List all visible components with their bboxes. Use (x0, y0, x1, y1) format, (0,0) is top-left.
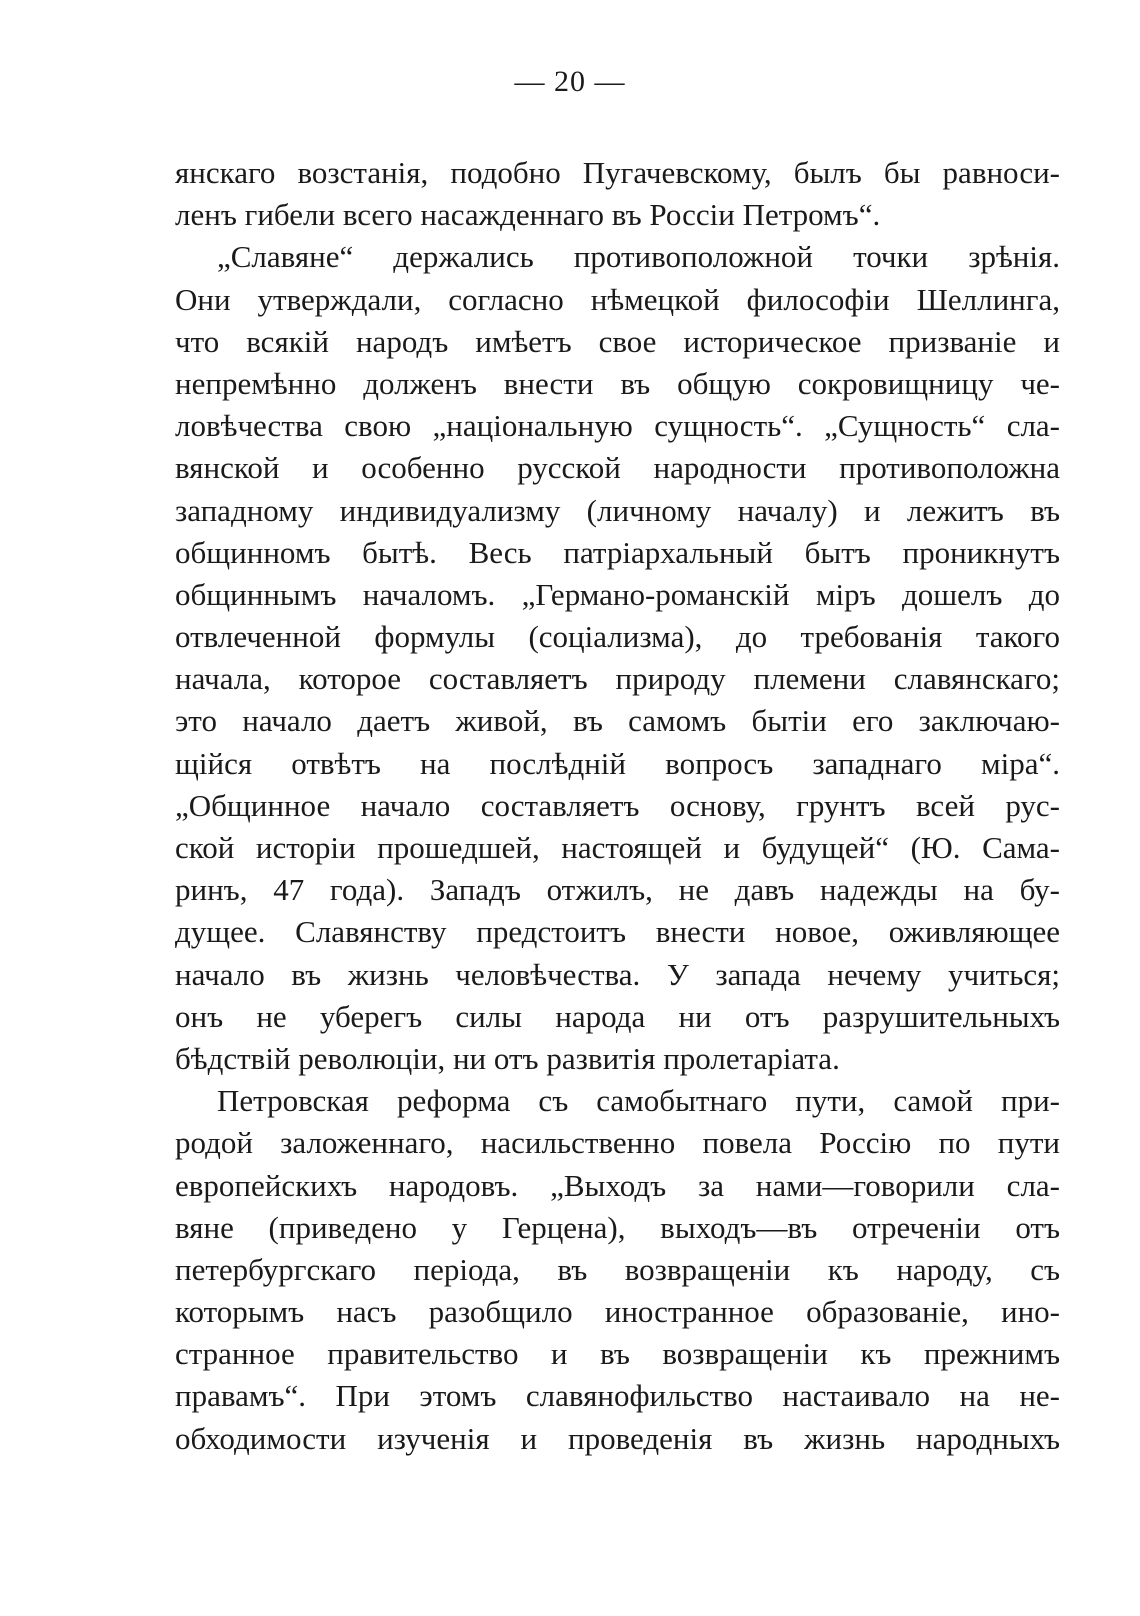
text-line: общинномъ бытѣ. Весь патріархальный бытъ проникнутъ (175, 534, 1060, 570)
text-line: бѣдствій революціи, ни отъ развитія пролетаріата. (175, 1040, 840, 1076)
text-line: которымъ насъ разобщило иностранное образованіе, ино- (175, 1294, 1060, 1330)
text-line: начало въ жизнь человѣчества. У запада нечему учиться; (175, 956, 1060, 992)
text-line: непремѣнно долженъ внести въ общую сокровищницу че- (175, 365, 1060, 401)
text-line: ринъ, 47 года). Западъ отжилъ, не давъ надежды на бу- (175, 872, 1060, 908)
text-line: странное правительство и въ возвращеніи къ прежнимъ (175, 1336, 1060, 1372)
text-line: начала, которое составляетъ природу племени славянскаго; (175, 661, 1060, 697)
text-line: европейскихъ народовъ. „Выходъ за нами—говорили сла- (175, 1167, 1060, 1203)
text-line: правамъ“. При этомъ славянофильство настаивало на не- (175, 1378, 1060, 1414)
text-line: Петровская реформа съ самобытнаго пути, самой при- (217, 1083, 1060, 1119)
text-line: вяне (приведено у Герцена), выходъ—въ отреченіи отъ (175, 1209, 1060, 1245)
text-line: „Общинное начало составляетъ основу, грунтъ всей рус- (175, 787, 1060, 823)
text-line: это начало даетъ живой, въ самомъ бытіи его заключаю- (175, 703, 1060, 739)
text-line: общиннымъ началомъ. „Германо-романскій міръ дошелъ до (175, 576, 1060, 612)
text-line: Они утверждали, согласно нѣмецкой философіи Шеллинга, (175, 281, 1060, 317)
text-line: дущее. Славянству предстоитъ внести новое, оживляющее (175, 914, 1060, 950)
text-line: ленъ гибели всего насажденнаго въ Россіи Петромъ“. (175, 197, 881, 233)
text-line: что всякій народъ имѣетъ свое историческое призваніе и (175, 323, 1060, 359)
text-line: отвлеченной формулы (соціализма), до требованія такого (175, 619, 1060, 655)
text-line: ловѣчества свою „національную сущность“. „Сущность“ сла- (175, 408, 1060, 444)
text-line: петербургскаго періода, въ возвращеніи къ народу, съ (175, 1251, 1060, 1287)
text-line: родой заложеннаго, насильственно повела Россію по пути (175, 1125, 1060, 1161)
text-line: онъ не уберегъ силы народа ни отъ разрушительныхъ (175, 998, 1060, 1034)
text-line: „Славяне“ держались противоположной точки зрѣнія. (217, 239, 1060, 275)
page-number: — 20 — (514, 65, 626, 98)
text-line: янскаго возстанія, подобно Пугачевскому, былъ бы равноси- (175, 155, 1060, 190)
text-line: западному индивидуализму (личному началу) и лежитъ въ (175, 492, 1060, 528)
text-line: обходимости изученія и проведенія въ жизнь народныхъ (175, 1420, 1060, 1456)
body-text (175, 152, 1060, 1460)
text-line: вянской и особенно русской народности противоположна (175, 450, 1060, 486)
text-line: щійся отвѣтъ на послѣдній вопросъ западнаго міра“. (175, 745, 1060, 781)
text-line: ской исторіи прошедшей, настоящей и будущей“ (Ю. Сама- (175, 830, 1060, 865)
